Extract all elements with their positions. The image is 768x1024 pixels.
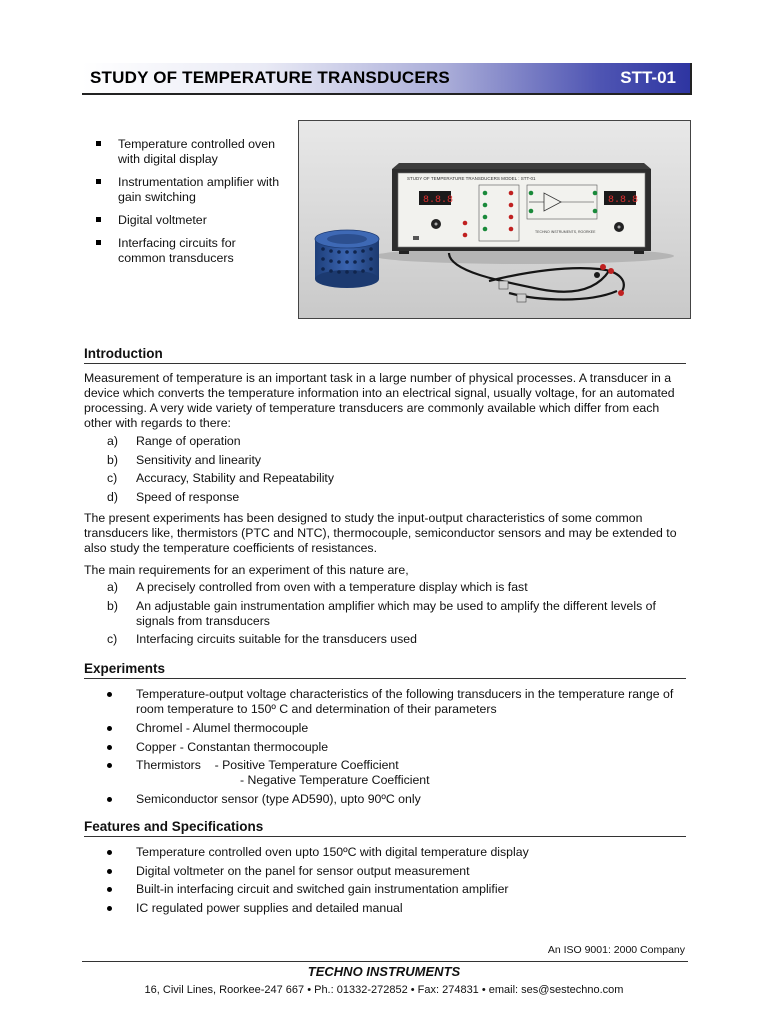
list-item: c) Accuracy, Stability and Repeatability — [107, 471, 334, 485]
highlight-item: Instrumentation amplifier with gain switching — [96, 175, 286, 205]
list-item: Digital voltmeter on the panel for sensor output measurement — [107, 864, 687, 879]
svg-text:TECHNO INSTRUMENTS, ROORKEE: TECHNO INSTRUMENTS, ROORKEE — [535, 230, 596, 234]
company-name: TECHNO INSTRUMENTS — [307, 964, 461, 979]
list-item: IC regulated power supplies and detailed manual — [107, 901, 687, 916]
highlights-list — [96, 137, 286, 274]
introduction-heading: Introduction — [84, 346, 686, 364]
intro-paragraph-3: The main requirements for an experiment of this nature are, — [84, 563, 409, 577]
list-item: d) Speed of response — [107, 489, 240, 504]
product-illustration — [299, 121, 690, 318]
list-item: Semiconductor sensor (type AD590), upto 90ºC only — [107, 792, 687, 807]
intro-paragraph-1: Measurement of temperature is an important task in a large number of physical processes. A transducer in a device which converts the temperature information into an electrical signal, usually voltage, for an automated processing. A very wide variety of temperature transducers are commonly available which differ from each other with regards to there: — [84, 371, 675, 430]
list-item: c) Interfacing circuits suitable for the transducers used — [107, 632, 417, 646]
list-item: Thermistors - Positive Temperature Coefficient - Negative Temperature Coefficient — [107, 758, 687, 788]
highlight-item: Temperature controlled oven with digital display — [96, 137, 286, 167]
list-item: b) An adjustable gain instrumentation amplifier which may be used to amplify the different levels of signals from transducers — [107, 599, 656, 628]
footer-divider — [82, 961, 688, 962]
list-item: Chromel - Alumel thermocouple — [107, 721, 687, 736]
features-heading: Features and Specifications — [84, 819, 686, 837]
panel-label: STUDY OF TEMPERATURE TRANSDUCERS MODEL : STT-01 — [407, 176, 536, 181]
list-item: a) A precisely controlled from oven with a temperature display which is fast — [107, 580, 528, 594]
svg-text:8.8.8: 8.8.8 — [423, 195, 454, 206]
list-item: b) Sensitivity and linearity — [107, 452, 262, 467]
list-item: Temperature controlled oven upto 150ºC with digital temperature display — [107, 845, 687, 860]
features-list — [107, 845, 687, 916]
temperature-oven — [315, 230, 379, 288]
list-item: Built-in interfacing circuit and switched gain instrumentation amplifier — [107, 882, 687, 897]
product-photo — [298, 120, 691, 319]
highlight-item: Interfacing circuits for common transducers — [96, 236, 286, 266]
model-code: STT-01 — [620, 68, 676, 87]
intro-paragraph-2: The present experiments has been designed to study the input-output characteristics of some common transducers like, thermistors (PTC and NTC), thermocouple, semiconductor sensors and may be extended to also study the temperature coefficients of resistances. — [84, 511, 677, 555]
thermistor-ntc-line: - Negative Temperature Coefficient — [240, 773, 430, 787]
list-item: Temperature-output voltage characteristics of the following transducers in the temperature range of room temperature to 150º C and determination of their parameters — [107, 687, 687, 717]
cabinet-top — [392, 163, 651, 169]
list-item: a) Range of operation — [107, 434, 241, 448]
experiments-list — [107, 687, 687, 807]
highlight-item: Digital voltmeter — [96, 213, 286, 228]
experiments-heading: Experiments — [84, 661, 686, 679]
list-item: Copper - Constantan thermocouple — [107, 740, 687, 755]
transducer-criteria-list — [107, 434, 677, 505]
title-banner — [82, 63, 692, 95]
page-title: STUDY OF TEMPERATURE TRANSDUCERS — [90, 68, 450, 87]
company-address: 16, Civil Lines, Roorkee-247 667 • Ph.: 01332-272852 • Fax: 274831 • email: ses@sestechno.com — [144, 984, 624, 996]
iso-certification: An ISO 9001: 2000 Company — [547, 944, 685, 956]
svg-text:8.8.8: 8.8.8 — [608, 195, 639, 206]
front-panel — [398, 173, 645, 247]
requirements-list — [107, 580, 677, 647]
